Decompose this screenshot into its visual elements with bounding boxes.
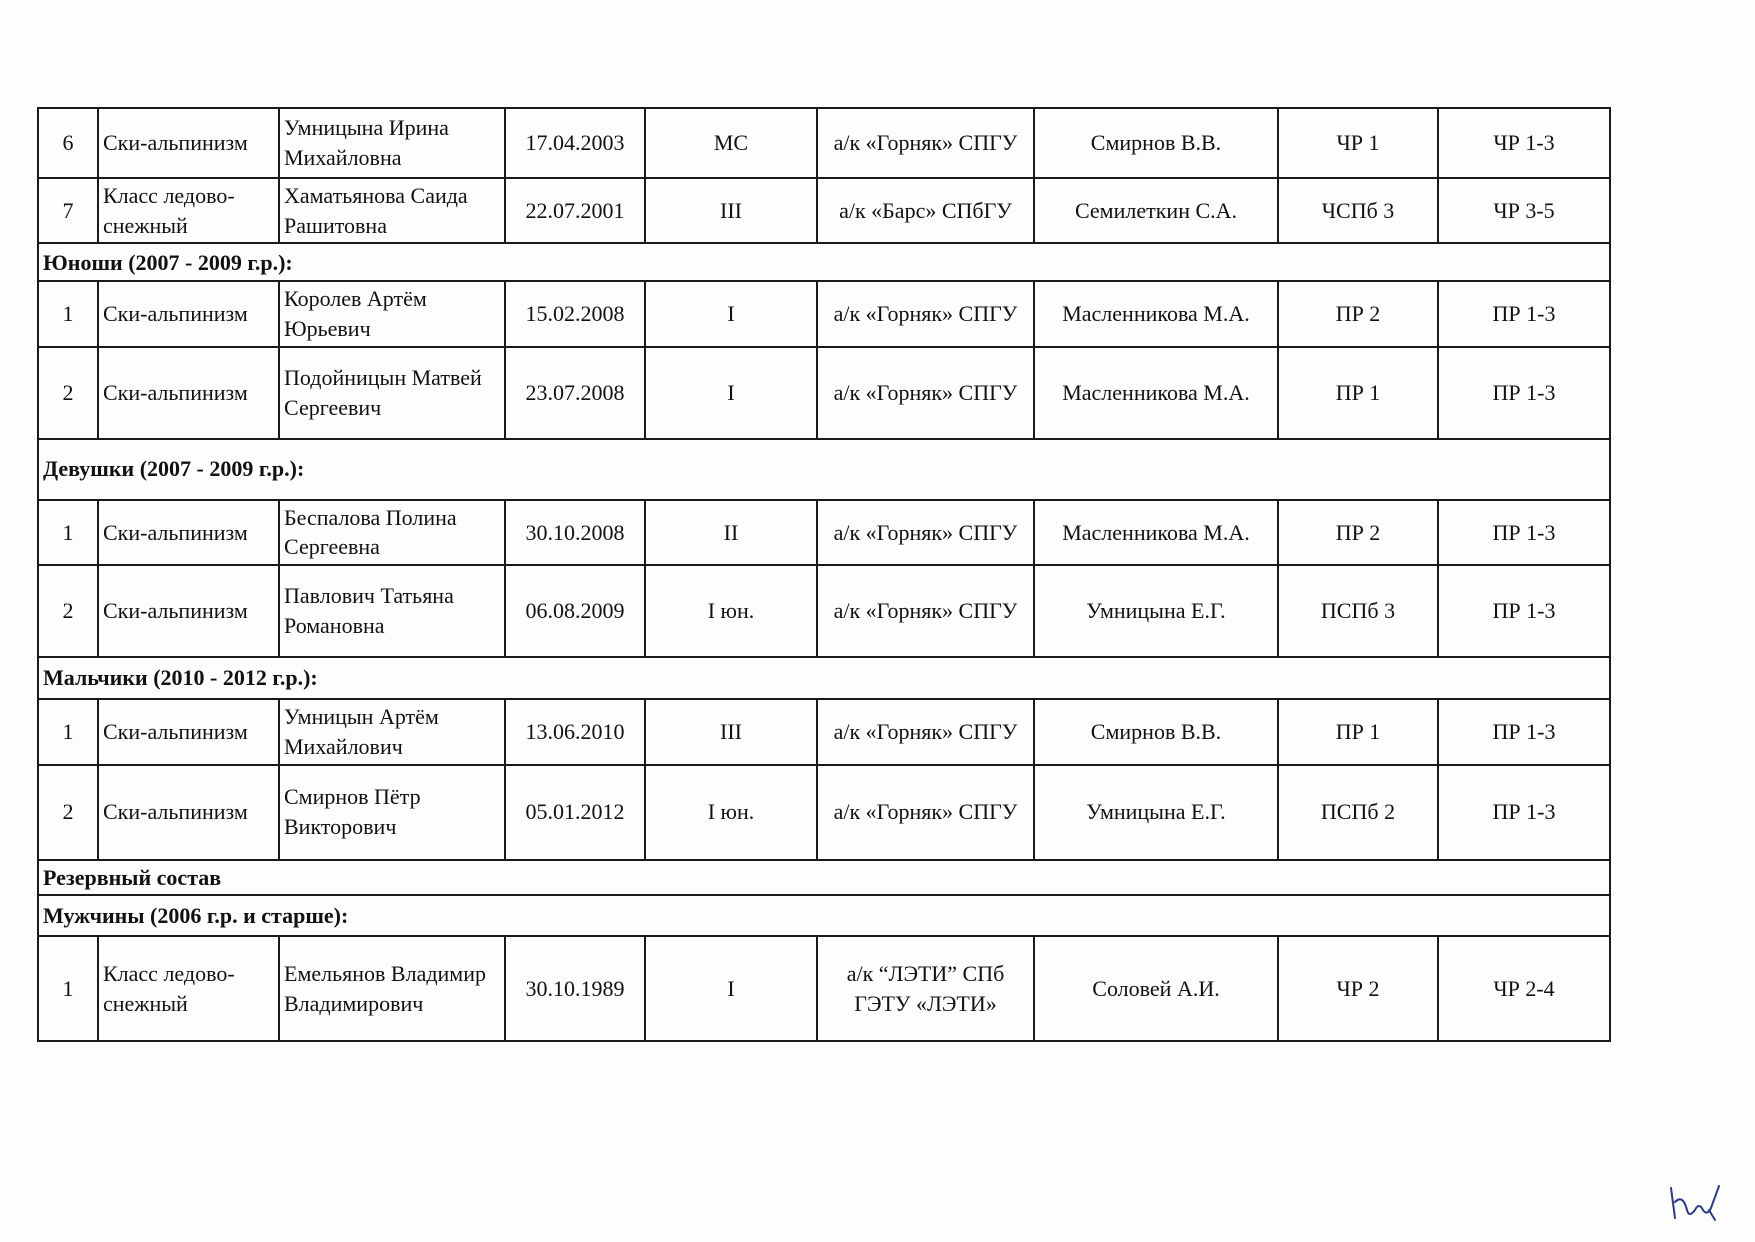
group-title: Девушки (2007 - 2009 г.р.):: [38, 439, 1610, 500]
cell-target: ПР 1-3: [1438, 765, 1610, 860]
cell-target: ПР 1-3: [1438, 281, 1610, 346]
handwritten-signature: [1665, 1180, 1725, 1224]
cell-result: ЧР 2: [1278, 936, 1438, 1041]
cell-discipline: Класс ледово-снежный: [98, 178, 279, 243]
cell-discipline: Ски-альпинизм: [98, 347, 279, 439]
cell-coach: Соловей А.И.: [1034, 936, 1278, 1041]
cell-name: Умницын Артём Михайлович: [279, 699, 505, 764]
cell-club: а/к «Барс» СПбГУ: [817, 178, 1034, 243]
cell-club: а/к «Горняк» СПГУ: [817, 699, 1034, 764]
cell-result: ПР 2: [1278, 281, 1438, 346]
cell-result: ПР 2: [1278, 500, 1438, 565]
cell-result: ЧР 1: [1278, 108, 1438, 178]
cell-result: ПСПб 3: [1278, 565, 1438, 657]
group-title: Мальчики (2010 - 2012 г.р.):: [38, 657, 1610, 699]
cell-result: ПСПб 2: [1278, 765, 1438, 860]
cell-club: а/к «Горняк» СПГУ: [817, 108, 1034, 178]
cell-coach: Масленникова М.А.: [1034, 347, 1278, 439]
cell-num: 2: [38, 347, 98, 439]
cell-num: 1: [38, 936, 98, 1041]
cell-coach: Смирнов В.В.: [1034, 108, 1278, 178]
table-row: [38, 178, 1610, 243]
cell-rank: I: [645, 281, 817, 346]
cell-num: 2: [38, 565, 98, 657]
table-row: [38, 500, 1610, 565]
cell-target: ЧР 1-3: [1438, 108, 1610, 178]
cell-rank: III: [645, 178, 817, 243]
cell-discipline: Ски-альпинизм: [98, 765, 279, 860]
table-row: [38, 565, 1610, 657]
cell-birth: 30.10.2008: [505, 500, 645, 565]
cell-name: Хаматьянова Саида Рашитовна: [279, 178, 505, 243]
cell-num: 1: [38, 281, 98, 346]
cell-rank: I: [645, 347, 817, 439]
group-title: Юноши (2007 - 2009 г.р.):: [38, 243, 1610, 281]
cell-coach: Умницына Е.Г.: [1034, 765, 1278, 860]
cell-num: 1: [38, 699, 98, 764]
cell-coach: Умницына Е.Г.: [1034, 565, 1278, 657]
cell-club: а/к “ЛЭТИ” СПб ГЭТУ «ЛЭТИ»: [817, 936, 1034, 1041]
cell-birth: 05.01.2012: [505, 765, 645, 860]
cell-discipline: Ски-альпинизм: [98, 281, 279, 346]
cell-result: ЧСПб 3: [1278, 178, 1438, 243]
cell-num: 7: [38, 178, 98, 243]
cell-name: Смирнов Пётр Викторович: [279, 765, 505, 860]
cell-discipline: Ски-альпинизм: [98, 565, 279, 657]
cell-rank: МС: [645, 108, 817, 178]
cell-coach: Масленникова М.А.: [1034, 281, 1278, 346]
cell-club: а/к «Горняк» СПГУ: [817, 500, 1034, 565]
cell-name: Подойницын Матвей Сергеевич: [279, 347, 505, 439]
cell-target: ЧР 2-4: [1438, 936, 1610, 1041]
cell-rank: II: [645, 500, 817, 565]
cell-num: 6: [38, 108, 98, 178]
cell-birth: 15.02.2008: [505, 281, 645, 346]
cell-name: Королев Артём Юрьевич: [279, 281, 505, 346]
cell-result: ПР 1: [1278, 699, 1438, 764]
athletes-table-body: [38, 108, 1610, 1041]
cell-coach: Масленникова М.А.: [1034, 500, 1278, 565]
athletes-table: [37, 107, 1611, 1042]
table-row: [38, 699, 1610, 764]
cell-birth: 06.08.2009: [505, 565, 645, 657]
cell-num: 2: [38, 765, 98, 860]
group-header-row: [38, 860, 1610, 896]
cell-birth: 23.07.2008: [505, 347, 645, 439]
group-header-row: [38, 895, 1610, 936]
cell-discipline: Ски-альпинизм: [98, 108, 279, 178]
cell-birth: 30.10.1989: [505, 936, 645, 1041]
group-header-row: [38, 657, 1610, 699]
group-title: Резервный состав: [38, 860, 1610, 896]
cell-discipline: Класс ледово-снежный: [98, 936, 279, 1041]
cell-target: ПР 1-3: [1438, 699, 1610, 764]
cell-club: а/к «Горняк» СПГУ: [817, 765, 1034, 860]
cell-coach: Смирнов В.В.: [1034, 699, 1278, 764]
cell-coach: Семилеткин С.А.: [1034, 178, 1278, 243]
group-header-row: [38, 243, 1610, 281]
cell-target: ПР 1-3: [1438, 565, 1610, 657]
group-title: Мужчины (2006 г.р. и старше):: [38, 895, 1610, 936]
cell-name: Умницына Ирина Михайловна: [279, 108, 505, 178]
cell-name: Беспалова Полина Сергеевна: [279, 500, 505, 565]
table-row: [38, 108, 1610, 178]
cell-rank: I юн.: [645, 765, 817, 860]
cell-target: ЧР 3-5: [1438, 178, 1610, 243]
table-row: [38, 347, 1610, 439]
cell-discipline: Ски-альпинизм: [98, 500, 279, 565]
cell-result: ПР 1: [1278, 347, 1438, 439]
cell-rank: I: [645, 936, 817, 1041]
cell-rank: I юн.: [645, 565, 817, 657]
cell-target: ПР 1-3: [1438, 347, 1610, 439]
cell-birth: 13.06.2010: [505, 699, 645, 764]
table-row: [38, 765, 1610, 860]
cell-name: Емельянов Владимир Владимирович: [279, 936, 505, 1041]
cell-birth: 17.04.2003: [505, 108, 645, 178]
table-row: [38, 281, 1610, 346]
cell-target: ПР 1-3: [1438, 500, 1610, 565]
cell-num: 1: [38, 500, 98, 565]
cell-rank: III: [645, 699, 817, 764]
table-row: [38, 936, 1610, 1041]
group-header-row: [38, 439, 1610, 500]
cell-name: Павлович Татьяна Романовна: [279, 565, 505, 657]
cell-discipline: Ски-альпинизм: [98, 699, 279, 764]
cell-birth: 22.07.2001: [505, 178, 645, 243]
cell-club: а/к «Горняк» СПГУ: [817, 565, 1034, 657]
cell-club: а/к «Горняк» СПГУ: [817, 347, 1034, 439]
cell-club: а/к «Горняк» СПГУ: [817, 281, 1034, 346]
